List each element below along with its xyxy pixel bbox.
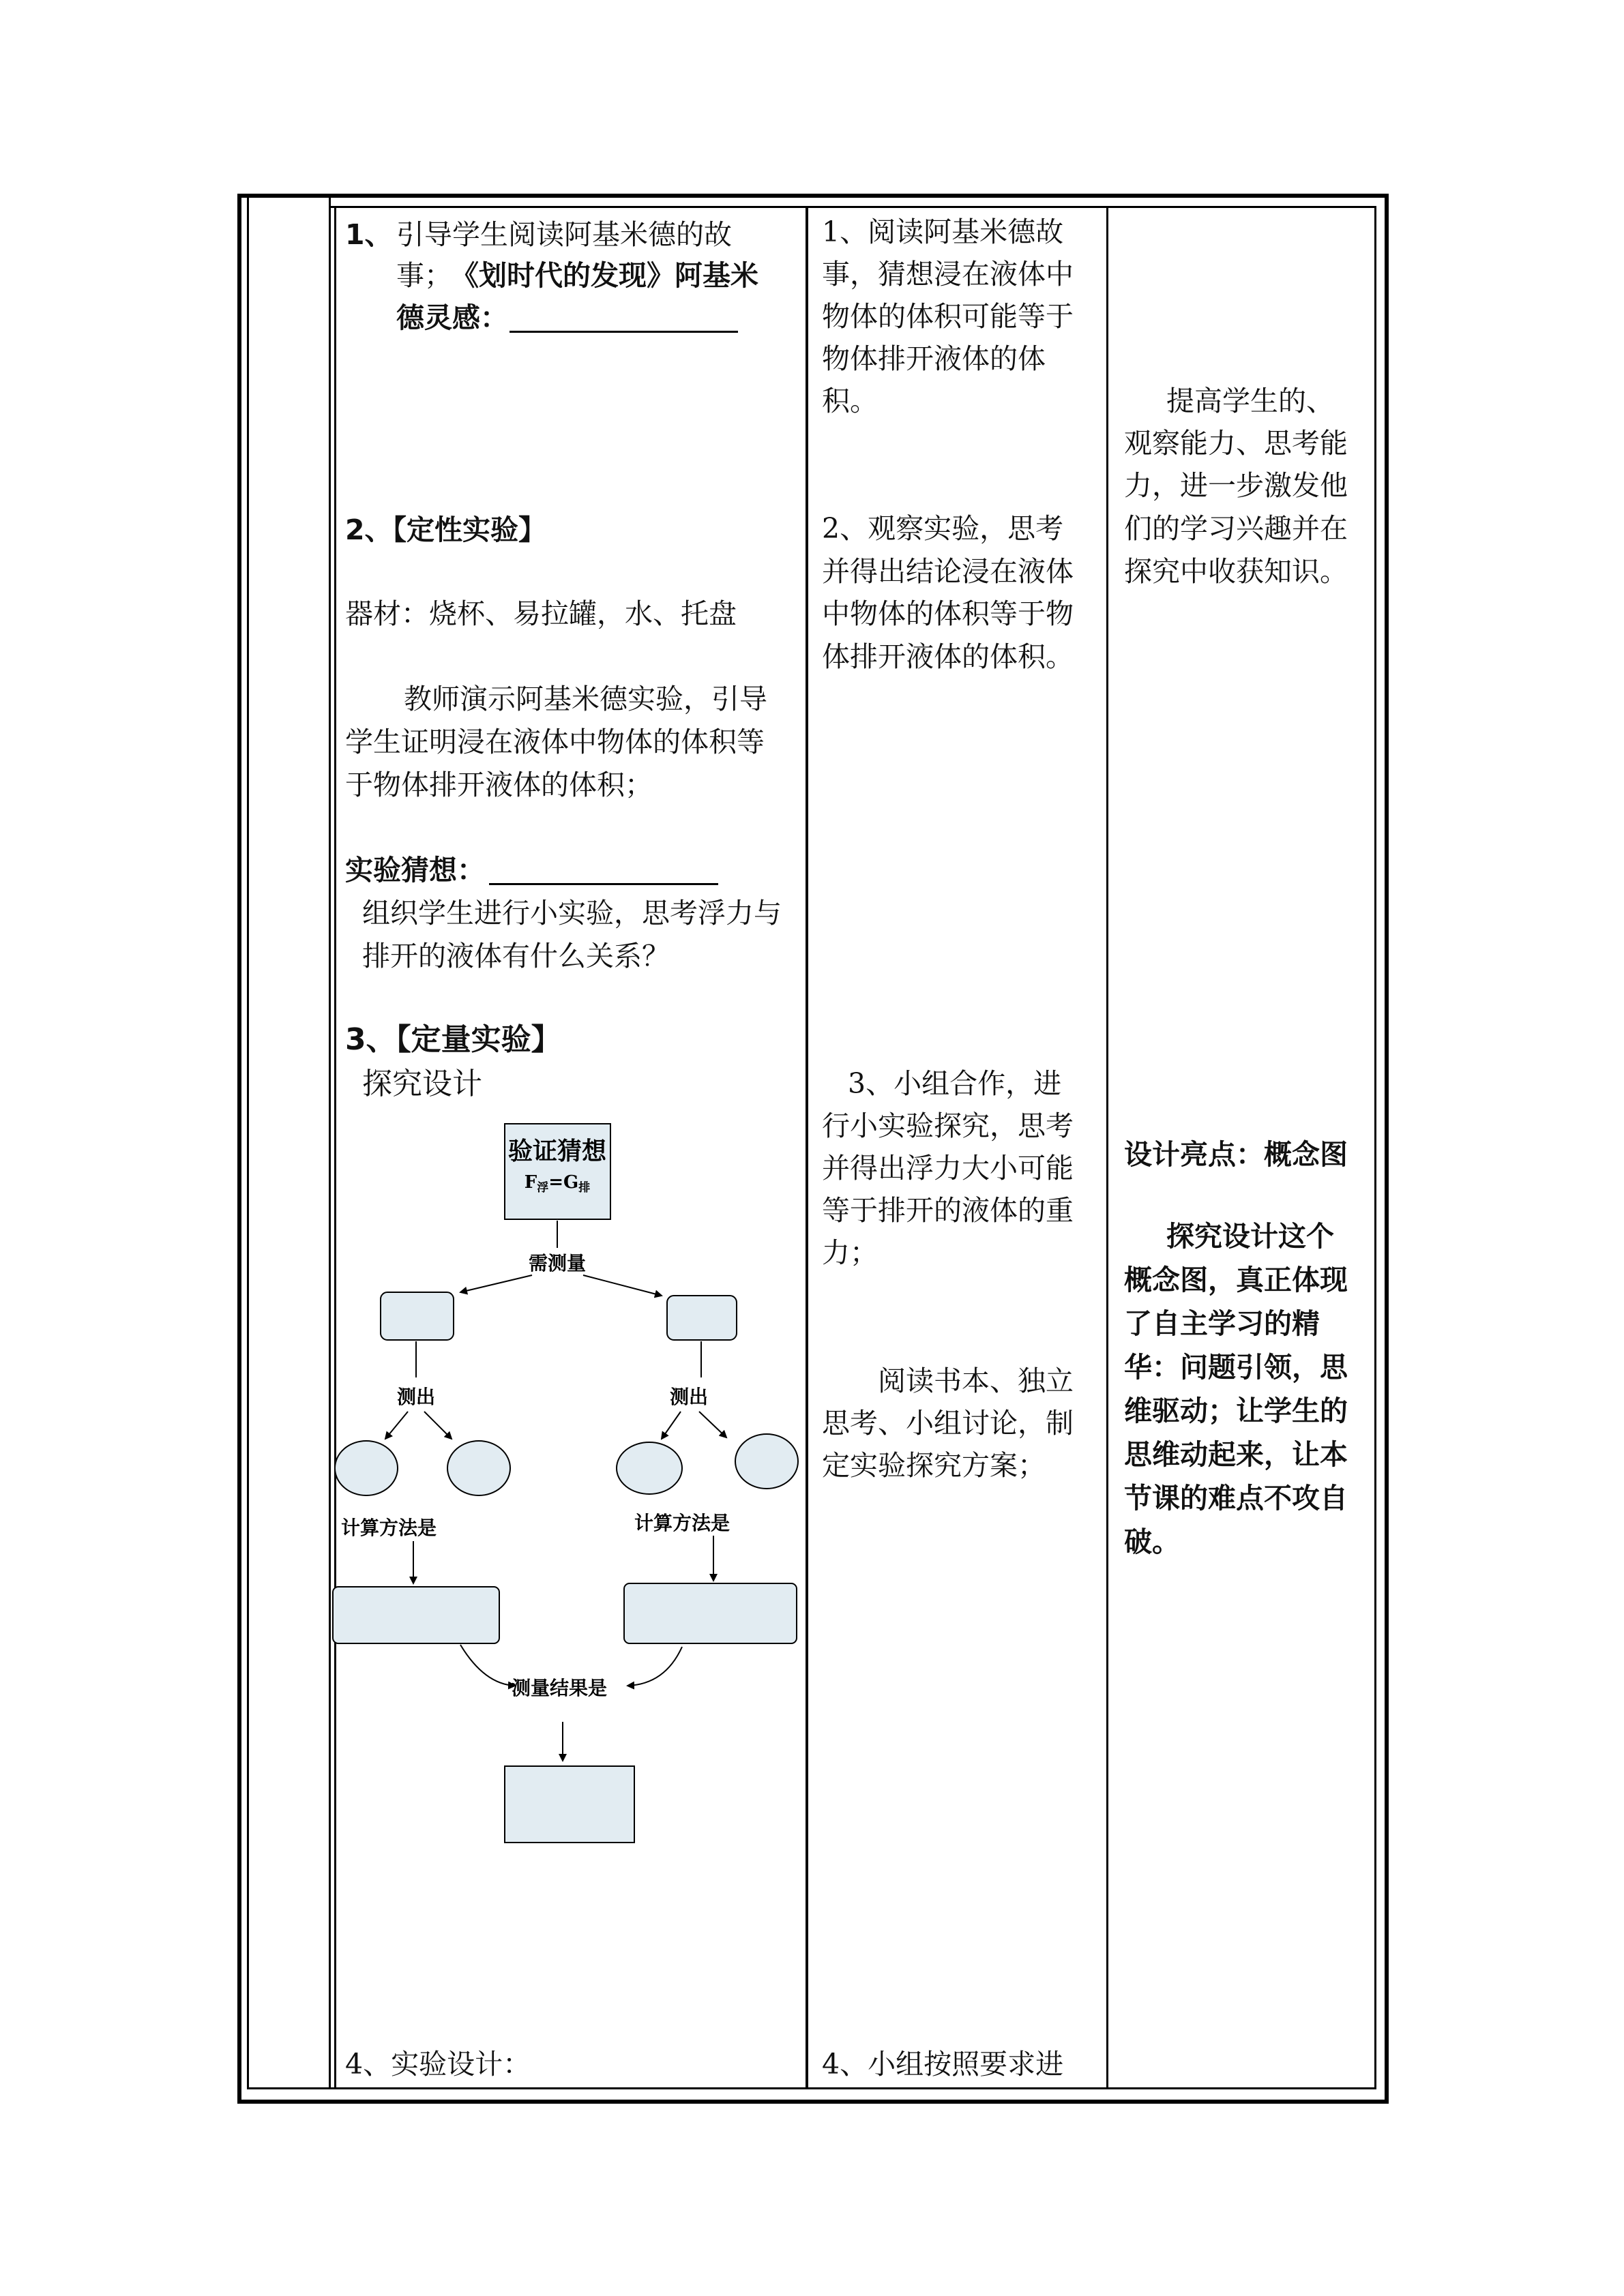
item2-materials: 器材：烧杯、易拉罐，水、托盘 [345,597,737,630]
col-divider-2 [806,206,808,2089]
item1-number: 1、 [345,218,393,251]
guess-line2: 排开的液体有什么关系？ [362,940,670,972]
curve-right-to-result [628,1647,682,1686]
arrow-to-left-box [460,1275,532,1292]
arrow-to-right-box [583,1275,662,1296]
guess-line1: 组织学生进行小实验，思考浮力与 [362,897,782,929]
item1-line2b: 《划时代的发现》阿基米 [451,259,758,292]
formula-sub-buoyant: 浮 [537,1181,549,1195]
student-p3-line1: 3、小组合作，进 [848,1067,1062,1100]
table-top-border [237,194,1389,198]
curve-left-to-result [460,1645,515,1686]
student-p1-line1: 1、阅读阿基米德故 [822,215,1064,248]
item2-demo-line1: 教师演示阿基米德实验，引导 [404,683,767,715]
calc-method-right-label: 计算方法是 [634,1512,730,1534]
student-p1-line2: 事，猜想浸在液体中 [822,258,1074,290]
table-right-inner-border [1374,206,1376,2089]
guess-answer-blank [489,883,718,885]
result-box [505,1766,634,1843]
table-left-border [237,194,241,2104]
student-p5-line1: 4、小组按照要求进 [822,2048,1064,2081]
need-measure-label: 需测量 [528,1252,587,1274]
table-top-inner-border [330,206,1376,208]
intent-p1-line5: 探究中收获知识。 [1124,555,1348,588]
measure-box-right [667,1296,737,1340]
intent-p1-line3: 力，进一步激发他 [1124,469,1348,502]
calc-method-left-label: 计算方法是 [340,1517,437,1539]
table-bottom-border [237,2100,1389,2104]
measure-box-left [381,1292,454,1340]
intent-p1-line1: 提高学生的、 [1166,385,1334,417]
formula-eq-g: =G [548,1172,579,1193]
ellipse-right-1 [617,1442,682,1494]
ellipse-right-2 [735,1434,798,1489]
item1-line2a: 事； [396,259,452,292]
measure-out-left-label: 测出 [396,1386,436,1408]
student-p4-line3: 定实验探究方案； [822,1449,1046,1482]
student-p2-line2: 并得出结论浸在液体 [822,555,1074,588]
ellipse-left-2 [447,1441,510,1495]
item1-line1: 引导学生阅读阿基米德的故 [396,218,732,251]
table-bottom-inner-border [247,2087,1376,2089]
formula-f: F [524,1172,537,1193]
student-p3-line5: 力； [822,1236,878,1269]
student-p1-line5: 积。 [822,385,878,417]
student-p2-line3: 中物体的体积等于物 [822,597,1074,630]
calc-box-left [333,1587,499,1643]
student-p2-line1: 2、观察实验，思考 [822,512,1064,545]
intent-p2-line4: 华：问题引领，思 [1124,1351,1348,1384]
intent-p2-line1: 探究设计这个 [1166,1220,1334,1253]
design-highlight-title: 设计亮点：概念图 [1124,1138,1348,1171]
student-p2-line4: 体排开液体的体积。 [822,640,1074,673]
item2-demo-line2: 学生证明浸在液体中物体的体积等 [345,726,765,758]
intent-p2-line6: 思维动起来，让本 [1124,1438,1348,1471]
item1-line3: 德灵感： [396,301,508,334]
table-right-border [1385,194,1389,2104]
student-p3-line3: 并得出浮力大小可能 [822,1152,1074,1184]
intent-p2-line2: 概念图，真正体现 [1124,1264,1348,1296]
formula-sub-displaced: 排 [578,1181,591,1195]
student-p1-line4: 物体排开液体的体 [822,342,1046,375]
student-p4-line1: 阅读书本、独立 [878,1365,1074,1397]
intent-p1-line2: 观察能力、思考能 [1124,427,1348,460]
intent-p1-line4: 们的学习兴趣并在 [1124,512,1348,545]
item2-title: 2、【定性实验】 [345,513,547,546]
intent-p2-line7: 节课的难点不攻自 [1124,1482,1348,1515]
arrow-left-ellipse-1 [385,1412,408,1439]
hypothesis-title: 验证猜想 [507,1137,607,1165]
table-left-inner-border [247,194,249,2089]
intent-p2-line5: 维驱动；让学生的 [1124,1395,1348,1427]
ellipse-left-1 [335,1441,398,1495]
col-divider-3 [1106,206,1108,2089]
item1-answer-blank [510,331,738,333]
item3-subtitle: 探究设计 [362,1067,482,1101]
item4-text: 4、实验设计： [345,2048,531,2081]
guess-label: 实验猜想： [345,854,485,886]
item2-demo-line3: 于物体排开液体的体积； [345,769,653,801]
concept-map-flowchart [327,1112,805,1862]
calc-box-right [624,1583,797,1643]
student-p3-line2: 行小实验探究，思考 [822,1109,1074,1142]
measure-out-right-label: 测出 [669,1386,709,1408]
arrow-right-ellipse-2 [699,1412,726,1437]
item3-title: 3、【定量实验】 [345,1022,561,1057]
arrow-right-ellipse-1 [662,1412,681,1439]
student-p1-line3: 物体的体积可能等于 [822,300,1074,333]
student-p4-line2: 思考、小组讨论，制 [822,1407,1074,1440]
student-p3-line4: 等于排开的液体的重 [822,1194,1074,1227]
arrow-left-ellipse-2 [424,1412,452,1439]
intent-p2-line8: 破。 [1124,1525,1180,1558]
intent-p2-line3: 了自主学习的精 [1124,1307,1320,1340]
result-label: 测量结果是 [511,1677,608,1699]
